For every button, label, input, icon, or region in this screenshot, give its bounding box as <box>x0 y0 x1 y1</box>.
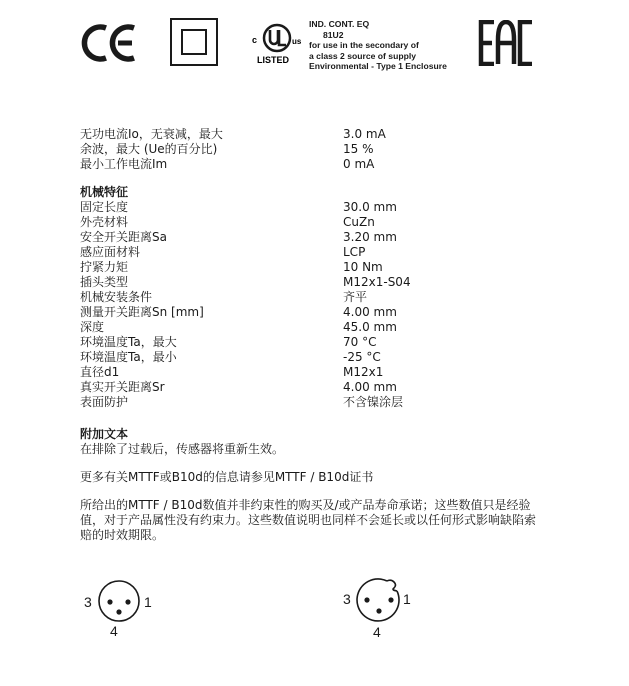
ul-line-1: IND. CONT. EQ <box>309 19 370 29</box>
spec-row <box>80 200 560 215</box>
spec-label: 环境温度Ta，最小 <box>80 350 177 364</box>
spec-value: 3.0 mA <box>343 127 386 141</box>
spec-label: 直径d1 <box>80 365 120 379</box>
spec-row <box>80 290 560 305</box>
note-disclaimer-line-3: 赔的时效期限。 <box>80 528 165 542</box>
section-heading-mechanical: 机械特征 <box>80 185 129 199</box>
note-disclaimer-line-1: 所给出的MTTF / B10d数值并非约束性的购买及/或产品寿命承诺；这些数值只是经验 <box>80 498 531 512</box>
pin-label-right: 1 <box>144 594 152 610</box>
connector-face-icon <box>353 576 405 624</box>
spec-value: 10 Nm <box>343 260 383 274</box>
ul-line-5: Environmental - Type 1 Enclosure <box>309 61 447 71</box>
spec-value: LCP <box>343 245 366 259</box>
ul-certification-text <box>309 19 447 72</box>
spec-label: 测量开关距离Sn [mm] <box>80 305 204 319</box>
ul-listed-label: LISTED <box>257 55 290 65</box>
spec-row <box>80 395 560 410</box>
pin-label-right: 1 <box>403 591 411 607</box>
spec-label: 无功电流Io，无衰减，最大 <box>80 127 223 141</box>
double-insulation-icon <box>170 18 218 66</box>
spec-value: 30.0 mm <box>343 200 397 214</box>
spec-value: 齐平 <box>343 290 368 304</box>
spec-label: 插头类型 <box>80 275 129 289</box>
spec-value: -25 °C <box>343 350 381 364</box>
spec-label: 环境温度Ta，最大 <box>80 335 177 349</box>
spec-label: 安全开关距离Sa <box>80 230 167 244</box>
spec-value: M12x1-S04 <box>343 275 411 289</box>
spec-row <box>80 215 560 230</box>
spec-value: 70 °C <box>343 335 377 349</box>
ul-listed-logo <box>248 20 312 68</box>
pin-label-left: 3 <box>343 591 351 607</box>
spec-label: 感应面材料 <box>80 245 141 259</box>
spec-label: 外壳材料 <box>80 215 129 229</box>
ul-line-3: for use in the secondary of <box>309 40 419 50</box>
spec-row <box>80 305 560 320</box>
connector-pinout-2 <box>343 576 423 640</box>
ce-mark-logo <box>80 22 140 64</box>
note-disclaimer-line-2: 值，对于产品属性没有约束力。这些数值说明也同样不会延长或以任何形式影响缺陷索 <box>80 513 537 527</box>
spec-row <box>80 142 560 157</box>
pin-label-left: 3 <box>84 594 92 610</box>
spec-row <box>80 380 560 395</box>
note-line-reset: 在排除了过载后，传感器将重新生效。 <box>80 442 285 456</box>
spec-label: 机械安装条件 <box>80 290 153 304</box>
spec-row <box>80 260 560 275</box>
spec-value: CuZn <box>343 215 375 229</box>
ul-us-label: us <box>292 37 302 46</box>
spec-label: 深度 <box>80 320 105 334</box>
connector-pinout-1 <box>84 578 164 640</box>
spec-row <box>80 335 560 350</box>
spec-label: 真实开关距离Sr <box>80 380 165 394</box>
spec-value: 4.00 mm <box>343 305 397 319</box>
spec-value: 0 mA <box>343 157 375 171</box>
ul-line-4: a class 2 source of supply <box>309 50 416 61</box>
spec-value: M12x1 <box>343 365 384 379</box>
spec-row <box>80 275 560 290</box>
pin-label-bottom: 4 <box>373 624 381 640</box>
ul-line-2: 81U2 <box>323 29 344 40</box>
spec-value: 15 % <box>343 142 374 156</box>
additional-notes <box>80 427 550 543</box>
spec-label: 余波，最大 (Ue的百分比) <box>80 142 218 156</box>
spec-label: 拧紧力矩 <box>80 260 129 274</box>
spec-value: 4.00 mm <box>343 380 397 394</box>
connector-face-icon <box>96 578 142 624</box>
ul-c-label: c <box>252 35 258 45</box>
spec-row <box>80 245 560 260</box>
note-line-mttf: 更多有关MTTF或B10d的信息请参见MTTF / B10d证书 <box>80 470 374 484</box>
spec-row <box>80 230 560 245</box>
spec-label: 固定长度 <box>80 200 129 214</box>
spec-value: 不含镍涂层 <box>343 395 404 409</box>
pin-label-bottom: 4 <box>110 623 118 639</box>
spec-label: 表面防护 <box>80 395 129 409</box>
spec-row <box>80 365 560 380</box>
spec-row <box>80 127 560 142</box>
spec-table <box>80 127 560 410</box>
spec-label: 最小工作电流Im <box>80 157 168 171</box>
spec-row <box>80 320 560 335</box>
spec-value: 45.0 mm <box>343 320 397 334</box>
eac-mark-logo <box>478 20 534 66</box>
spec-value: 3.20 mm <box>343 230 397 244</box>
spec-row <box>80 157 560 172</box>
section-heading-notes: 附加文本 <box>80 427 129 441</box>
spec-row <box>80 350 560 365</box>
